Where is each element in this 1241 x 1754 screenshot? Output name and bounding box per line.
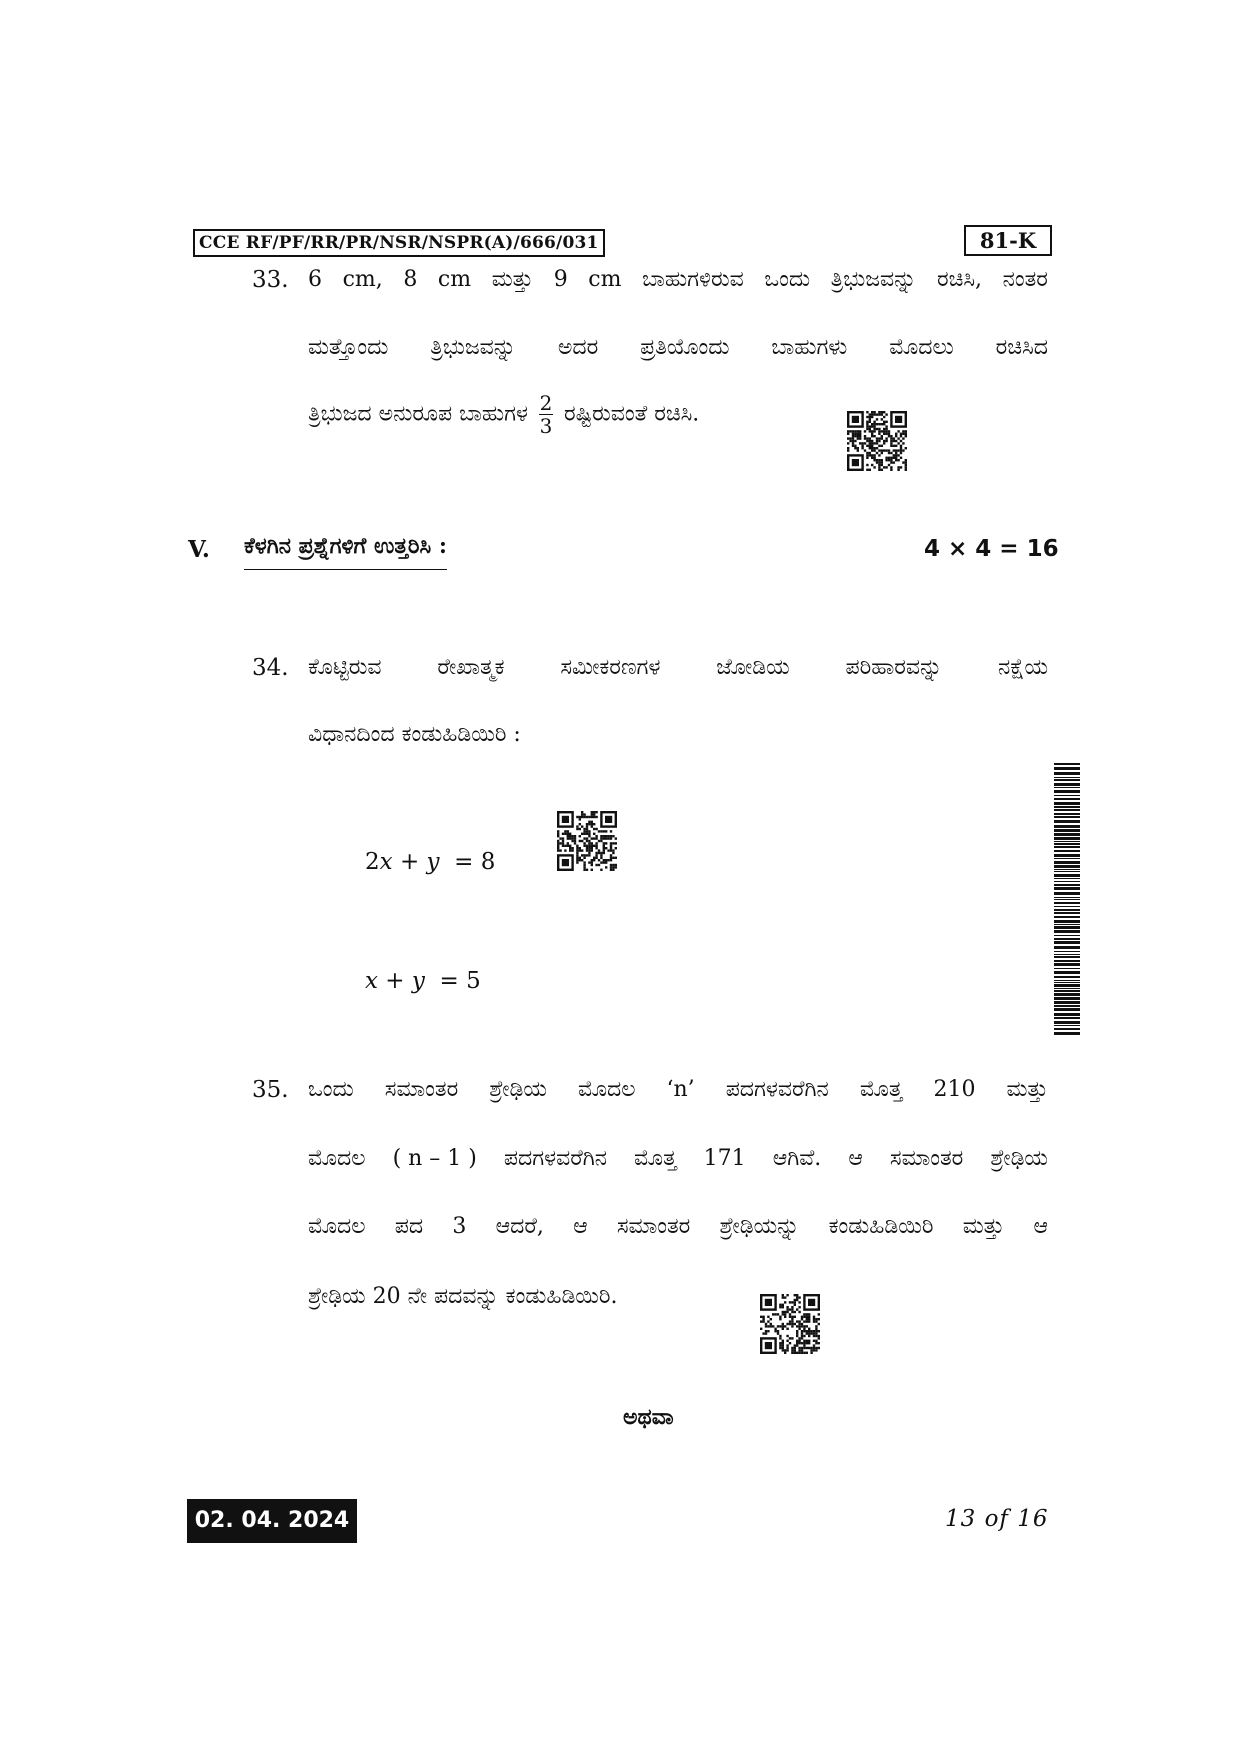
word: ತ್ರಿಭುಜವನ್ನು <box>430 335 516 360</box>
equation-1 <box>365 849 495 875</box>
eq2-plus: + <box>385 968 405 994</box>
word: ( n – 1 ) <box>392 1146 477 1171</box>
eq1-plus: + <box>399 849 420 875</box>
word: ಸಮಾಂತರ <box>616 1214 691 1239</box>
word: ಸಮಾಂತರ <box>384 1077 459 1102</box>
word: ರಚಿಸಿ, <box>936 267 983 292</box>
word: ಮೊದಲ <box>308 1146 366 1171</box>
q33-line-1 <box>308 265 1048 295</box>
q33-line-3-text-end: ರಷ್ಟಿರುವಂತೆ ರಚಿಸಿ. <box>563 401 700 427</box>
word: 6 <box>308 267 322 292</box>
q35-line-2 <box>308 1144 1048 1174</box>
section-marks: 4 × 4 = 16 <box>924 536 1059 562</box>
word: ಆಗಿವೆ. <box>772 1146 822 1171</box>
qr-code-icon[interactable] <box>847 411 907 471</box>
qr-code-icon[interactable] <box>760 1294 820 1354</box>
q33-line-2 <box>308 333 1048 363</box>
word: ಮತ್ತೊಂದು <box>308 335 389 360</box>
section-number: V. <box>188 536 210 563</box>
section-title: ಕೆಳಗಿನ ಪ್ರಶ್ನೆಗಳಿಗೆ ಉತ್ತರಿಸಿ : <box>244 533 447 570</box>
word: ತ್ರಿಭುಜವನ್ನು <box>830 267 917 292</box>
word: ಶ್ರೇಢಿಯ <box>489 1077 547 1102</box>
eq2-y: y <box>411 968 425 994</box>
word: ಪದಗಳವರೆಗಿನ <box>503 1146 607 1171</box>
word: ಕೊಟ್ಟಿರುವ <box>308 655 382 680</box>
q34-line-1 <box>308 653 1048 683</box>
paper-code-label: CCE RF/PF/RR/PR/NSR/NSPR(A)/666/031 <box>193 229 605 257</box>
equation-2 <box>365 968 481 994</box>
word: ರಚಿಸಿದ <box>995 335 1048 360</box>
question-number-34: 34. <box>252 655 289 681</box>
question-number-33: 33. <box>252 267 289 293</box>
word: 9 <box>553 267 568 292</box>
word: ಪರಿಹಾರವನ್ನು <box>845 655 943 680</box>
q33-line-3 <box>308 393 699 436</box>
fraction-denominator: 3 <box>539 414 553 438</box>
word: ನಕ್ಷೆಯ <box>998 655 1048 680</box>
exam-date-badge: 02. 04. 2024 <box>187 1499 357 1543</box>
qr-code-icon[interactable] <box>557 811 617 871</box>
word: ಜೋಡಿಯ <box>716 655 790 680</box>
word: ಆ <box>848 1146 863 1171</box>
word: ಮತ್ತು <box>962 1214 1005 1239</box>
word: ಮೊದಲ <box>577 1077 636 1102</box>
word: ಮೊತ್ತ <box>859 1077 903 1102</box>
word: ಬಾಹುಗಳು <box>771 335 848 360</box>
page-id-box: 81-K <box>964 225 1052 256</box>
word: ಮತ್ತು <box>491 267 534 292</box>
word: ಮತ್ತು <box>1006 1077 1048 1102</box>
eq2-rhs: = 5 <box>439 968 481 994</box>
word: ಶ್ರೇಢಿಯನ್ನು <box>719 1214 800 1239</box>
word: ಪದಗಳವರೆಗಿನ <box>725 1077 829 1102</box>
word: ರೇಖಾತ್ಮಕ <box>437 655 505 680</box>
eq2-x: x <box>365 968 378 994</box>
eq1-y: y <box>426 849 440 875</box>
word: ಪ್ರತಿಯೊಂದು <box>640 335 730 360</box>
word: ಬಾಹುಗಳಿರುವ <box>642 267 744 292</box>
word: ಒಂದು <box>308 1077 354 1102</box>
word: ಸಮಾಂತರ <box>889 1146 964 1171</box>
word: cm <box>588 267 622 292</box>
word: ‘n’ <box>666 1077 695 1102</box>
word: 8 <box>403 267 418 292</box>
eq1-x: x <box>379 849 393 875</box>
word: 171 <box>703 1146 746 1171</box>
word: ಮೊದಲ <box>308 1214 366 1239</box>
barcode-icon <box>1054 763 1080 1035</box>
word: ಮೊದಲು <box>889 335 954 360</box>
q35-line-1 <box>308 1075 1048 1105</box>
page-number: 13 of 16 <box>945 1506 1049 1532</box>
fraction-numerator: 2 <box>539 391 553 415</box>
eq1-coefficient: 2 <box>365 849 380 875</box>
q35-line-3 <box>308 1212 1048 1242</box>
word: ಮೊತ್ತ <box>634 1146 677 1171</box>
word: cm, <box>342 267 383 292</box>
word: 3 <box>452 1214 467 1239</box>
or-divider-label: ಅಥವಾ <box>623 1404 674 1430</box>
word: ಆ <box>573 1214 588 1239</box>
word: ಒಂದು <box>764 267 811 292</box>
eq1-rhs: = 8 <box>454 849 496 875</box>
fraction-two-thirds <box>539 393 553 436</box>
word: ಕಂಡುಹಿಡಿಯಿರಿ <box>828 1214 934 1239</box>
word: ಸಮೀಕರಣಗಳ <box>560 655 661 680</box>
word: ಆದರೆ, <box>495 1214 544 1239</box>
word: ಶ್ರೇಢಿಯ <box>990 1146 1048 1171</box>
question-number-35: 35. <box>252 1077 289 1103</box>
word: ಅದರ <box>557 335 599 360</box>
q34-line-2: ವಿಧಾನದಿಂದ ಕಂಡುಹಿಡಿಯಿರಿ : <box>308 722 521 747</box>
q35-line-4: ಶ್ರೇಢಿಯ 20 ನೇ ಪದವನ್ನು ಕಂಡುಹಿಡಿಯಿರಿ. <box>308 1284 618 1309</box>
word: ನಂತರ <box>1002 267 1048 292</box>
word: cm <box>437 267 472 292</box>
word: ಪದ <box>394 1214 424 1239</box>
word: 210 <box>933 1077 976 1102</box>
q33-line-3-text: ತ್ರಿಭುಜದ ಅನುರೂಪ ಬಾಹುಗಳ <box>308 401 528 427</box>
word: ಆ <box>1033 1214 1048 1239</box>
